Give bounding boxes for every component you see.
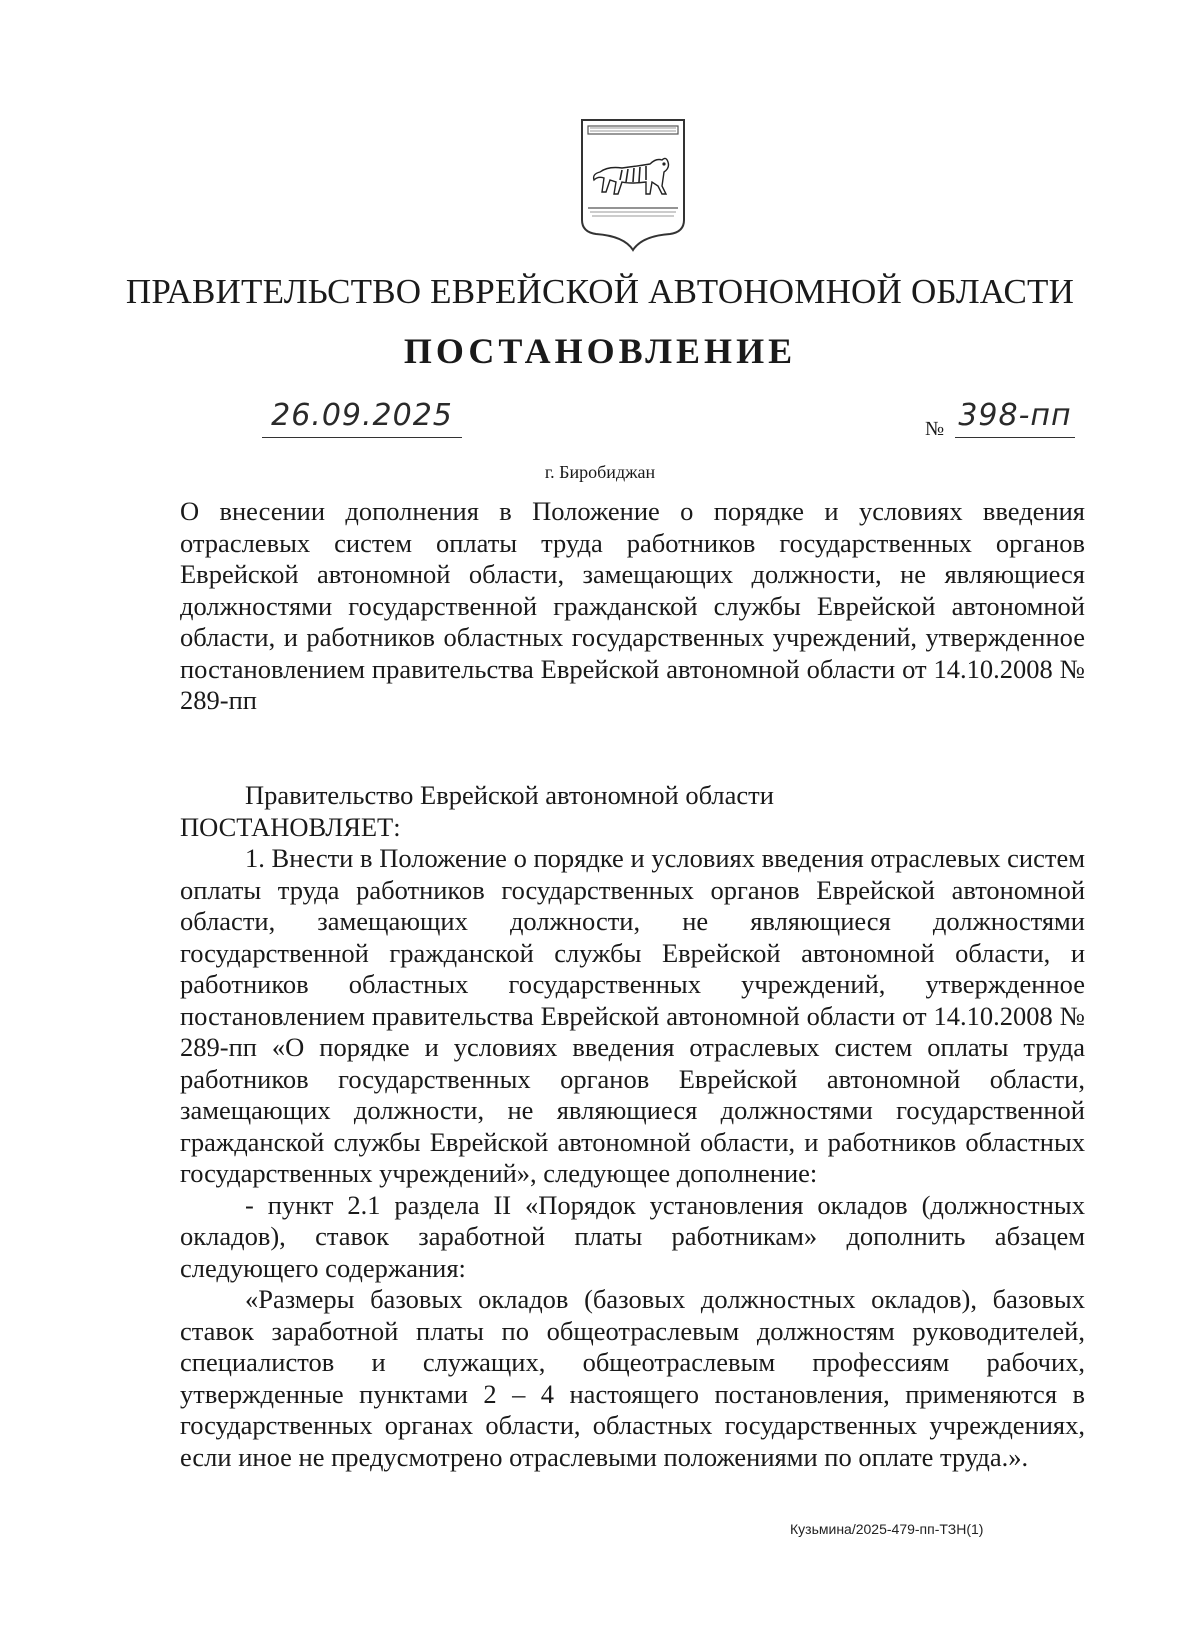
- coat-of-arms-icon: [578, 116, 688, 252]
- body-paragraph: - пункт 2.1 раздела II «Порядок установления окладов (должностных окладов), ставок заработной платы работникам» дополнить абзацем следующего содержания:: [180, 1189, 1085, 1283]
- handwritten-number: 398-пп: [958, 398, 1072, 433]
- government-title: ПРАВИТЕЛЬСТВО ЕВРЕЙСКОЙ АВТОНОМНОЙ ОБЛАСТИ: [125, 272, 1075, 311]
- document-subject: О внесении дополнения в Положение о порядке и условиях введения отраслевых систем оплаты труда работников государственных органов Еврейской автономной области, замещающих должности, не являющиеся должностями государственной гражданской службы Еврейской автономной области, и работников областных государственных учреждений, утвержденное постановлением правительства Еврейской автономной области от 14.10.2008 № 289-пп: [180, 496, 1085, 715]
- preamble: [180, 780, 1085, 843]
- number-sign: №: [925, 418, 945, 440]
- document-body: [180, 843, 1085, 1473]
- document-type-title: ПОСТАНОВЛЕНИЕ: [403, 331, 797, 371]
- tiger-icon: [594, 158, 669, 194]
- number-value-field: [955, 398, 1075, 440]
- preamble-line-1: Правительство Еврейской автономной области: [245, 780, 774, 810]
- body-paragraph: «Размеры базовых окладов (базовых должностных окладов), базовых ставок заработной платы по общеотраслевым должностям руководителей, специалистов и служащих, общеотраслевым профессиям рабочих, утвержденные пунктами 2 – 4 настоящего постановления, применяются в государственных органах области, областных государственных учреждениях, если иное не предусмотрено отраслевыми положениями по оплате труда.».: [180, 1284, 1085, 1472]
- date-field: [262, 398, 462, 440]
- preamble-line-2: ПОСТАНОВЛЯЕТ:: [180, 811, 401, 842]
- document-footer-code: Кузьмина/2025-479-пп-ТЗН(1): [790, 1521, 984, 1537]
- handwritten-date: 26.09.2025: [271, 398, 453, 433]
- number-field: [925, 398, 1075, 440]
- body-paragraph: 1. Внести в Положение о порядке и условиях введения отраслевых систем оплаты труда работников государственных органов Еврейской автономной области, замещающих должности, не являющиеся должностями государственной гражданской службы Еврейской автономной области, и работников областных государственных учреждений, утвержденное постановлением правительства Еврейской автономной области от 14.10.2008 № 289-пп «О порядке и условиях введения отраслевых систем оплаты труда работников государственных органов Еврейской автономной области, замещающих должности, не являющиеся должностями государственной гражданской службы Еврейской автономной области, и работников областных государственных учреждений», следующее дополнение:: [180, 843, 1085, 1188]
- number-underline: [955, 437, 1075, 438]
- city-name: г. Биробиджан: [544, 462, 656, 482]
- date-underline: [262, 437, 462, 438]
